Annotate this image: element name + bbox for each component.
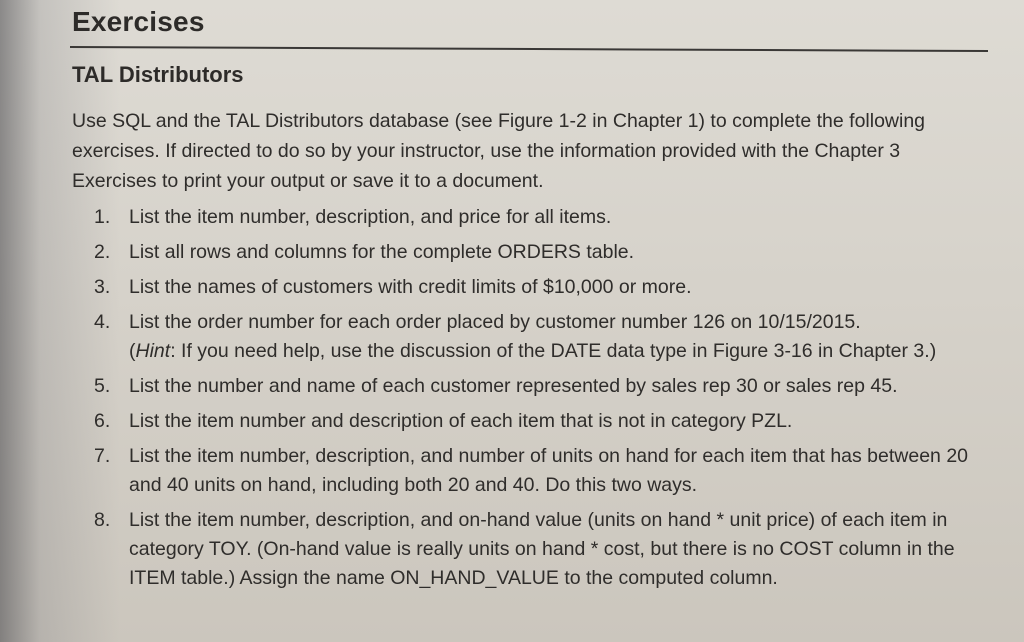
exercise-text: List the item number, description, and number of units on hand for each item that has between 20 and 40 units on hand, including both 20 and 40. Do this two ways. [129, 445, 969, 496]
exercise-number: 7. [94, 445, 111, 467]
exercise-item [94, 273, 994, 302]
exercise-item [94, 238, 994, 267]
exercise-number: 2. [94, 241, 111, 263]
exercise-item [94, 442, 994, 500]
exercise-text [129, 308, 994, 366]
exercise-number: 6. [94, 410, 111, 432]
exercise-number: 3. [94, 276, 111, 298]
heading-rule [70, 46, 988, 52]
intro-paragraph: Use SQL and the TAL Distributors database (see Figure 1-2 in Chapter 1) to complete the following exercises. If directed to do so by your instructor, use the information provided with the Chapter 3 Exercises to print your output or save it to a document. [72, 110, 926, 192]
exercise-main-text: List the order number for each order placed by customer number 126 on 10/15/2015. [129, 311, 861, 333]
exercise-number: 1. [94, 206, 111, 228]
exercise-text: List the number and name of each customer represented by sales rep 30 or sales rep 45. [129, 375, 898, 397]
hint-label: Hint [135, 340, 171, 362]
exercise-item [94, 372, 994, 401]
exercise-item [94, 203, 994, 232]
exercise-list [94, 203, 994, 599]
hint-text: : If you need help, use the discussion of the DATE data type in Figure 3-16 in Chapter 3.) [170, 340, 937, 362]
hint-open-paren: ( [129, 340, 136, 362]
exercise-number: 4. [94, 311, 111, 333]
exercise-item [94, 407, 994, 436]
exercise-item [94, 308, 994, 366]
section-heading: Exercises [72, 6, 205, 37]
subsection-heading: TAL Distributors [72, 62, 244, 87]
exercise-item [94, 506, 994, 593]
exercise-number: 8. [94, 509, 111, 531]
exercise-text: List the item number, description, and on-hand value (units on hand * unit price) of each item in category TOY. (On-hand value is really units on hand * cost, but there is no COST column in the ITEM table.) Assign the name ON_HAND_VALUE to the computed column. [129, 509, 955, 589]
exercise-text: List the item number and description of each item that is not in category PZL. [129, 410, 793, 432]
exercise-text: List the item number, description, and price for all items. [129, 206, 612, 228]
exercise-text: List all rows and columns for the complete ORDERS table. [129, 241, 635, 263]
exercise-number: 5. [94, 375, 111, 397]
exercise-text: List the names of customers with credit limits of $10,000 or more. [129, 276, 692, 298]
